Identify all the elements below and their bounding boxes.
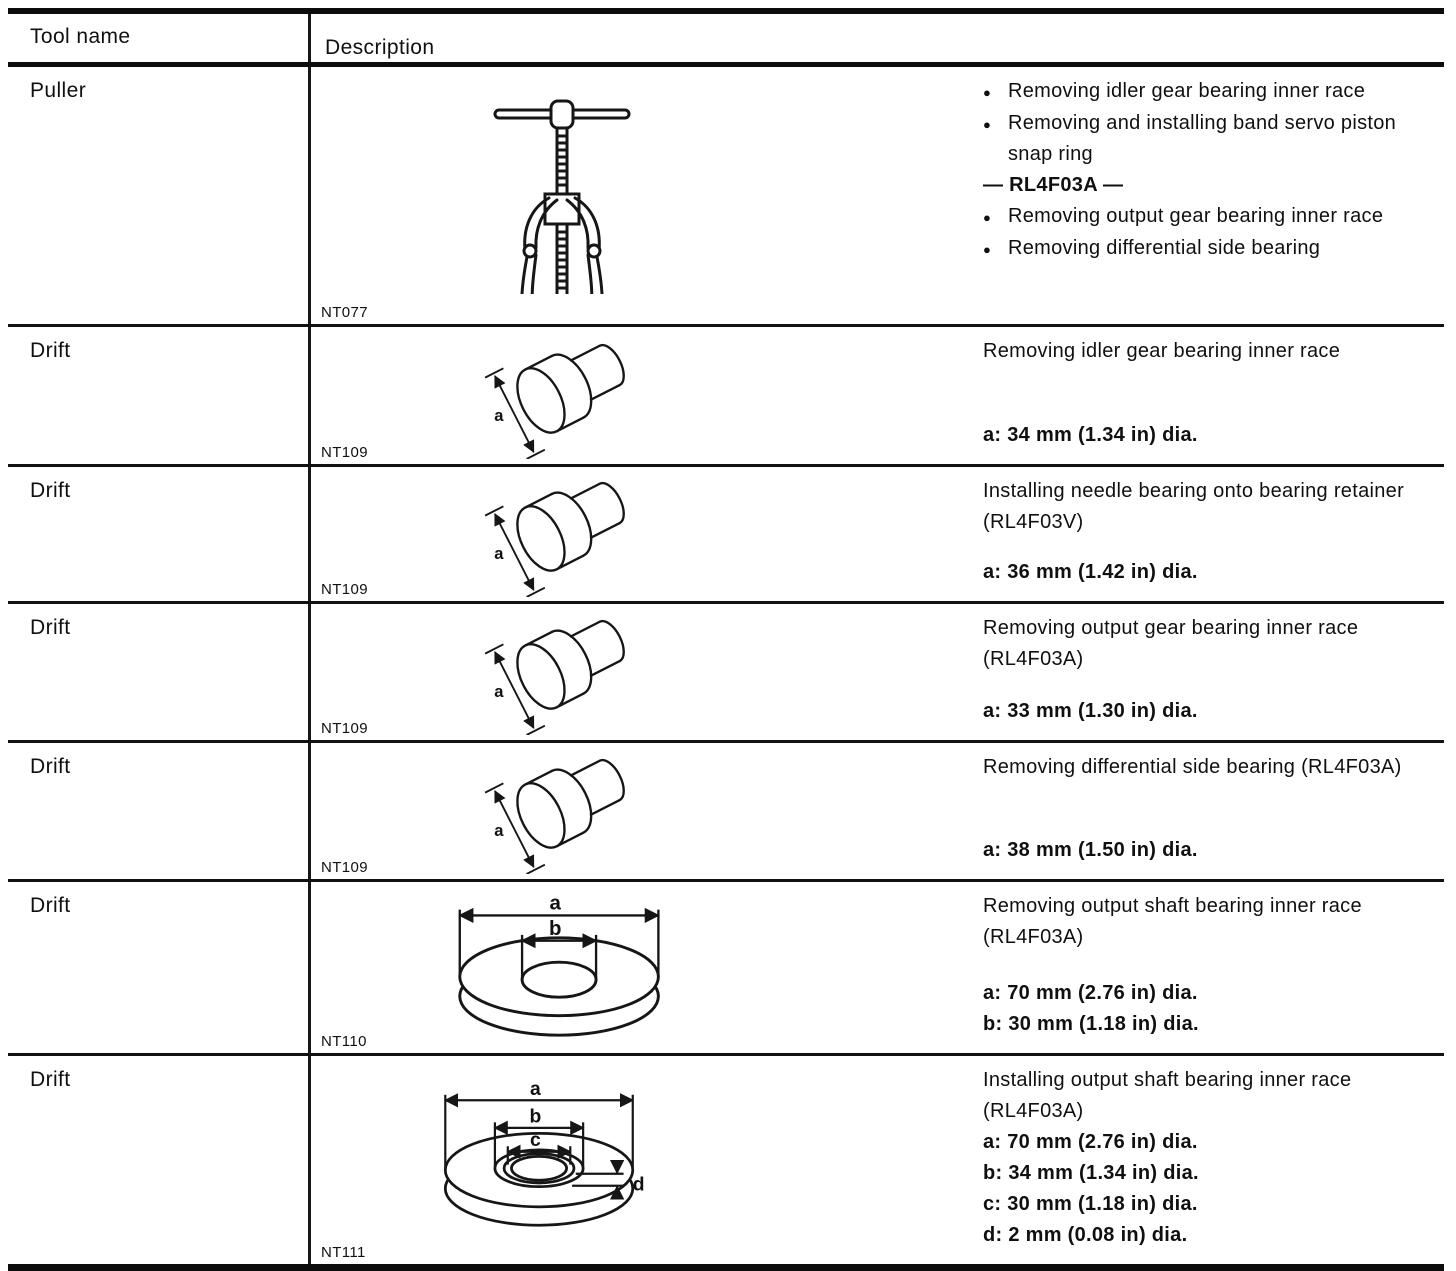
description-cell [311, 467, 1444, 601]
table-row [8, 604, 1444, 743]
dimension-spec: a: 34 mm (1.34 in) dia. [983, 424, 1198, 446]
tool-name: Drift [30, 479, 71, 502]
figure-code: NT109 [321, 859, 369, 876]
bullet-icon: ● [983, 85, 992, 100]
figure-area [311, 1056, 983, 1264]
description-text [983, 882, 1444, 1053]
dim-label: a [529, 1079, 541, 1100]
dimension-spec: a: 36 mm (1.42 in) dia. [983, 561, 1198, 583]
tool-name-cell [8, 882, 311, 1053]
description-cell [311, 882, 1444, 1053]
table-row [8, 67, 1444, 327]
dimension-spec: a: 70 mm (2.76 in) dia. [983, 1131, 1198, 1153]
header-tool-name-cell [8, 14, 311, 62]
puller-figure-icon [486, 98, 638, 294]
drift-figure-icon [448, 609, 676, 735]
figure-code: NT109 [321, 581, 369, 598]
stepped-ring-drift-figure-icon [392, 1079, 732, 1241]
header-tool-name: Tool name [30, 25, 131, 48]
header-description-cell [311, 14, 1444, 62]
dim-label: d [632, 1174, 645, 1196]
description-cell [311, 327, 1444, 464]
bullet-text: Removing and installing band servo piston snap ring [1008, 112, 1397, 165]
tool-name-cell [8, 327, 311, 464]
table-row [8, 882, 1444, 1056]
bullet-icon: ● [983, 210, 992, 225]
bullet-item [983, 108, 1440, 170]
dim-label: b [529, 1106, 542, 1128]
tool-name: Puller [30, 79, 87, 102]
dimension-spec: b: 30 mm (1.18 in) dia. [983, 1013, 1199, 1035]
description-title: Removing output shaft bearing inner race (RL4F03A) [983, 895, 1362, 948]
figure-code: NT110 [321, 1033, 367, 1050]
bullet-text: Removing idler gear bearing inner race [1008, 80, 1366, 102]
figure-code: NT109 [321, 720, 369, 737]
bullet-icon: ● [983, 242, 992, 257]
tool-name: Drift [30, 1068, 71, 1091]
description-cell [311, 1056, 1444, 1264]
bullet-item [983, 76, 1440, 108]
description-title: Removing differential side bearing (RL4F03A) [983, 756, 1402, 778]
figure-code: NT111 [321, 1244, 366, 1261]
figure-area [311, 467, 983, 601]
dimension-spec: b: 34 mm (1.34 in) dia. [983, 1162, 1199, 1184]
tool-name-cell [8, 743, 311, 879]
tool-table-page [8, 8, 1444, 1271]
description-cell [311, 743, 1444, 879]
drift-figure-icon [448, 333, 676, 459]
figure-area [311, 743, 983, 879]
dimension-spec: a: 38 mm (1.50 in) dia. [983, 839, 1198, 861]
tool-name-cell [8, 467, 311, 601]
table-row [8, 327, 1444, 467]
dimension-spec: d: 2 mm (0.08 in) dia. [983, 1224, 1188, 1246]
dimension-spec: c: 30 mm (1.18 in) dia. [983, 1193, 1198, 1215]
tool-name: Drift [30, 339, 71, 362]
description-text [983, 467, 1444, 601]
dim-label: a [494, 682, 504, 702]
figure-area [311, 882, 983, 1053]
dim-label: a [494, 821, 504, 841]
figure-area [311, 604, 983, 740]
bullet-icon: ● [983, 117, 992, 132]
tool-name: Drift [30, 894, 71, 917]
figure-code: NT109 [321, 444, 369, 461]
bullet-text: Removing differential side bearing [1008, 237, 1321, 259]
description-text [983, 67, 1444, 324]
bullet-text: Removing output gear bearing inner race [1008, 205, 1384, 227]
description-title: Removing output gear bearing inner race (RL4F03A) [983, 617, 1359, 670]
description-cell [311, 604, 1444, 740]
tool-name: Drift [30, 616, 71, 639]
dim-label: c [529, 1130, 541, 1152]
description-title: Removing idler gear bearing inner race [983, 340, 1341, 362]
dimension-specs [983, 978, 1440, 1040]
tool-name-cell [8, 1056, 311, 1264]
ring-drift-figure-icon [411, 894, 713, 1042]
description-text [983, 1056, 1444, 1264]
figure-area [311, 327, 983, 464]
tool-name-cell [8, 604, 311, 740]
model-divider: — RL4F03A — [983, 174, 1124, 196]
table-row [8, 467, 1444, 604]
table-header-row [8, 14, 1444, 67]
table-row [8, 1056, 1444, 1271]
bullet-item [983, 233, 1440, 265]
description-title: Installing needle bearing onto bearing retainer (RL4F03V) [983, 480, 1405, 533]
figure-area [311, 67, 983, 324]
header-description: Description [325, 36, 435, 59]
dimension-spec: a: 70 mm (2.76 in) dia. [983, 982, 1198, 1004]
figure-code: NT077 [321, 304, 369, 321]
description-text [983, 327, 1444, 464]
table-row [8, 743, 1444, 882]
description-cell [311, 67, 1444, 324]
dimension-spec: a: 33 mm (1.30 in) dia. [983, 700, 1198, 722]
drift-figure-icon [448, 748, 676, 874]
tool-name-cell [8, 67, 311, 324]
dim-label: b [548, 916, 562, 940]
dim-label: a [494, 405, 504, 425]
description-title: Installing output shaft bearing inner race (RL4F03A) [983, 1069, 1352, 1122]
tool-name: Drift [30, 755, 71, 778]
description-text [983, 743, 1444, 879]
description-text [983, 604, 1444, 740]
bullet-item [983, 201, 1440, 233]
dim-label: a [494, 544, 504, 564]
dim-label: a [549, 893, 561, 915]
drift-figure-icon [448, 471, 676, 597]
